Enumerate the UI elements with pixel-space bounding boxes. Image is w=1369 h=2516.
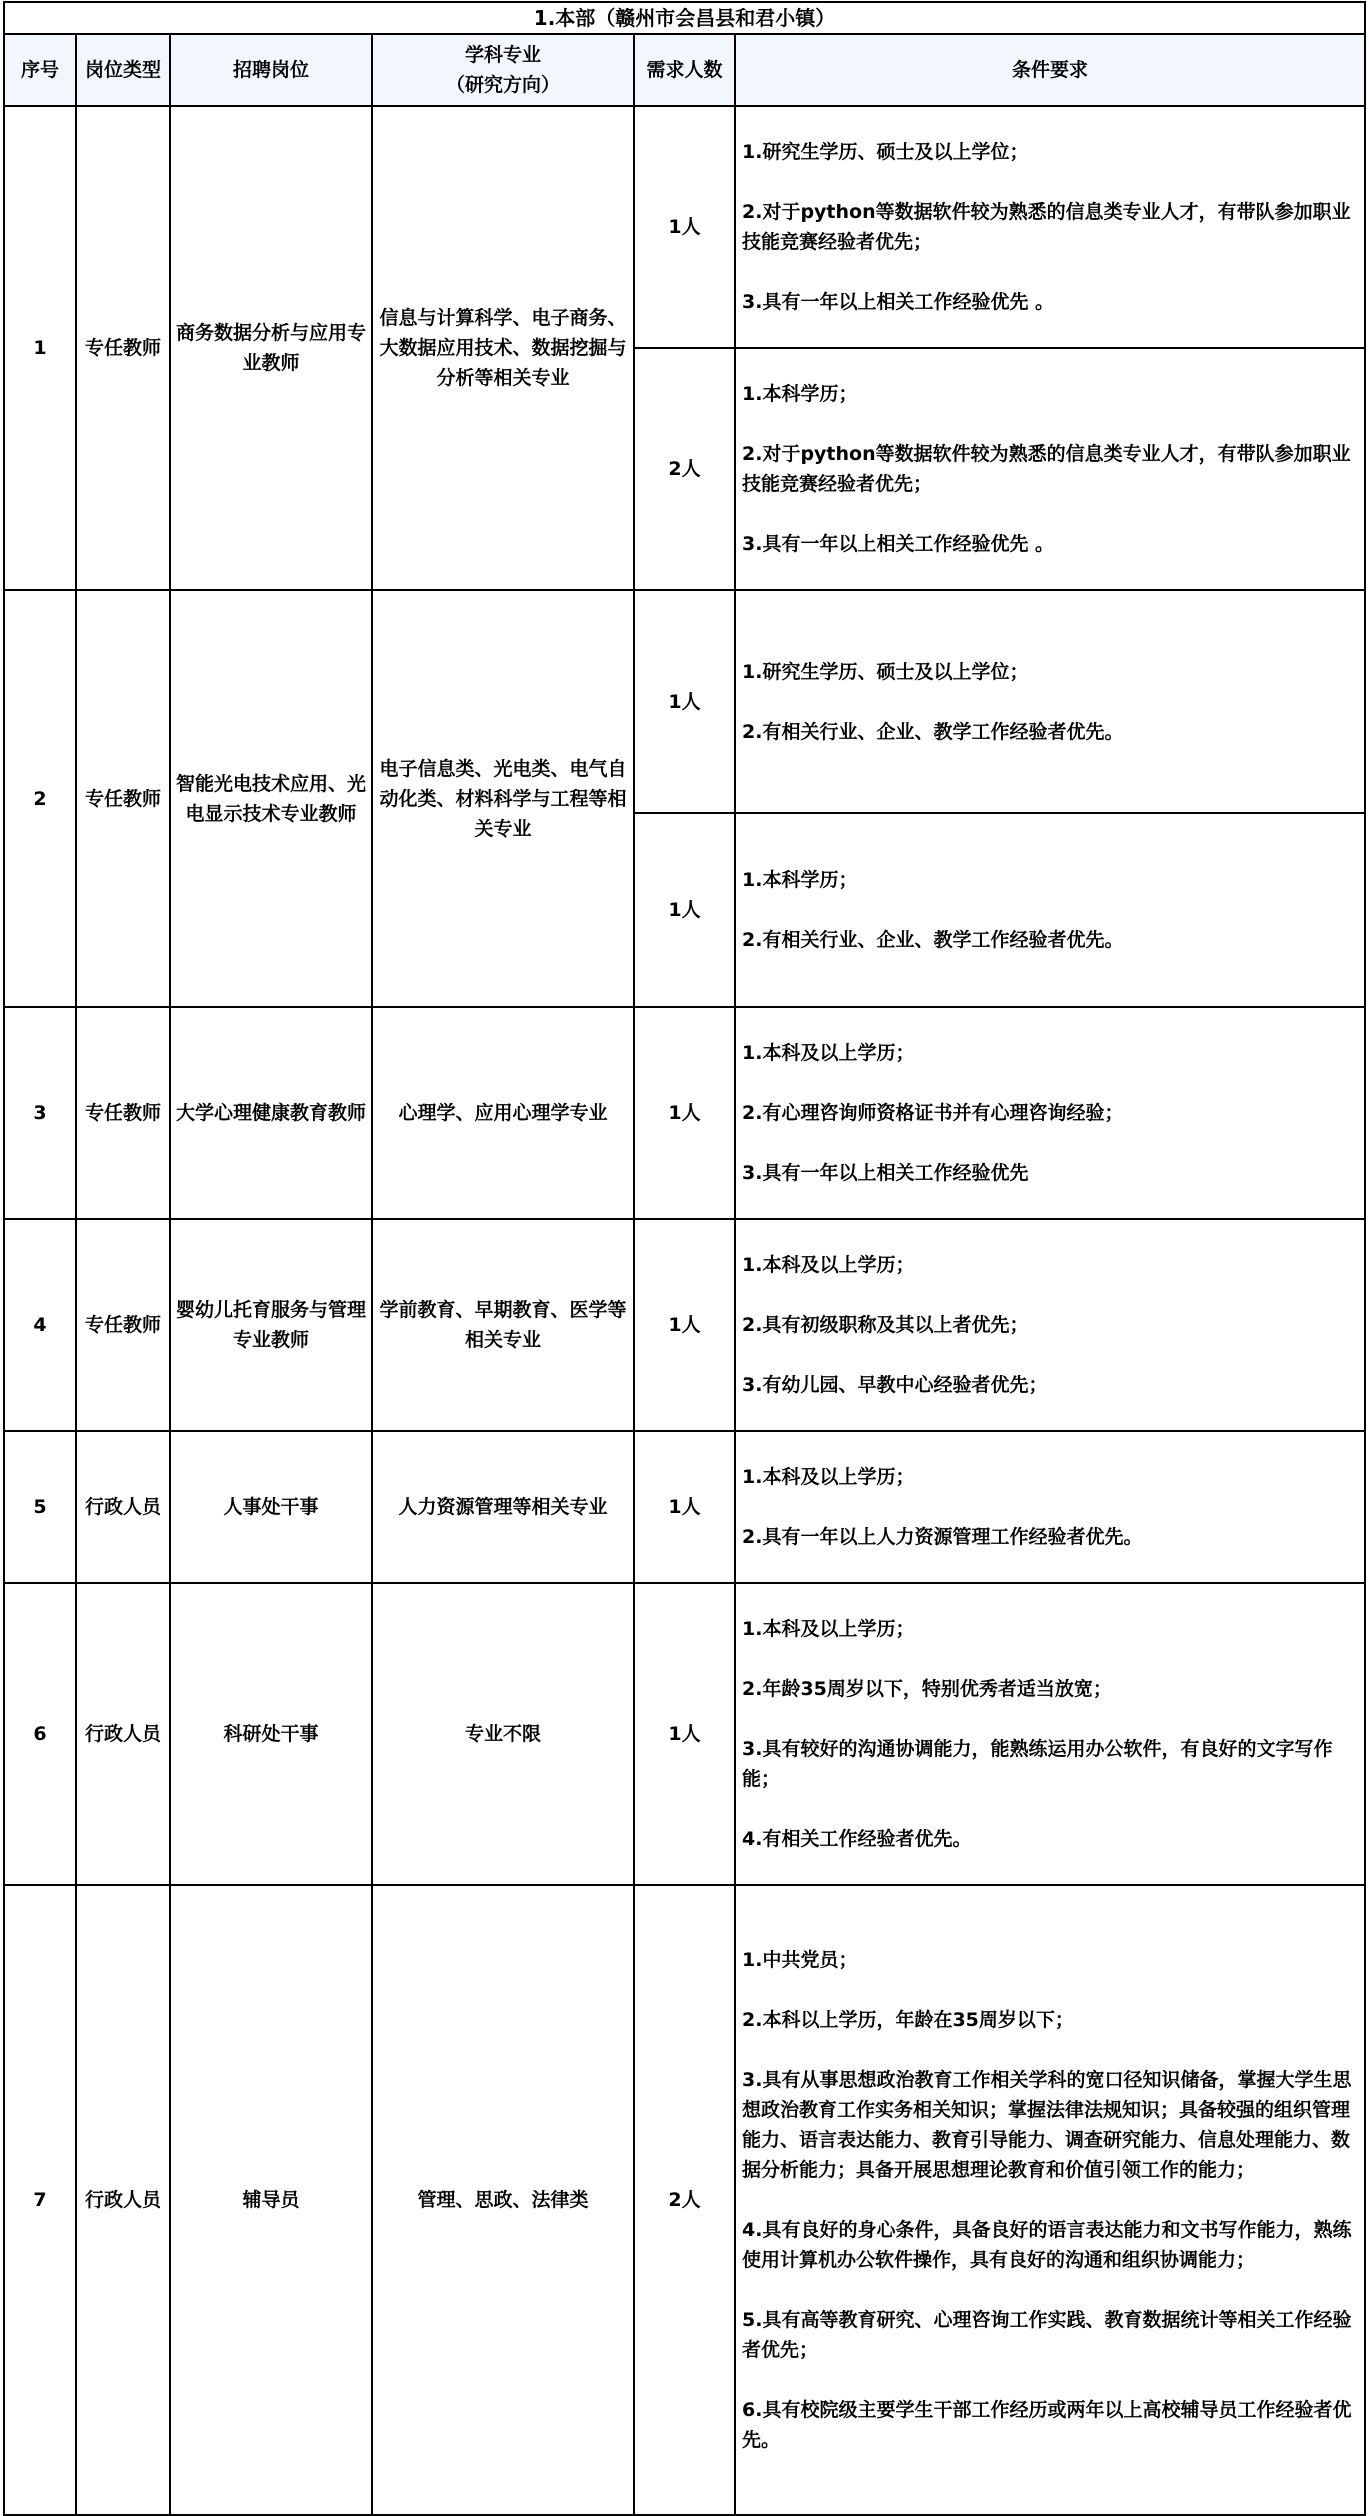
requirement-line: 5.具有高等教育研究、心理咨询工作实践、教育数据统计等相关工作经验者优先； bbox=[742, 2309, 1352, 2361]
row-no: 7 bbox=[4, 1885, 76, 2515]
row-count: 1人 bbox=[634, 1583, 735, 1885]
row-requirements bbox=[735, 590, 1365, 813]
requirement-line: 3.具有一年以上相关工作经验优先 。 bbox=[742, 291, 1055, 313]
row-no: 2 bbox=[4, 590, 76, 1007]
row-major: 电子信息类、光电类、电气自动化类、材料科学与工程等相关专业 bbox=[372, 590, 634, 1007]
row-major: 管理、思政、法律类 bbox=[372, 1885, 634, 2515]
table-row bbox=[4, 1219, 1365, 1431]
row-type: 行政人员 bbox=[76, 1431, 170, 1583]
row-no: 3 bbox=[4, 1007, 76, 1219]
requirement-line: 1.本科及以上学历； bbox=[742, 1618, 915, 1640]
table-title-row bbox=[4, 2, 1365, 34]
requirement-line: 1.本科学历； bbox=[742, 869, 858, 891]
row-major: 心理学、应用心理学专业 bbox=[372, 1007, 634, 1219]
requirement-line: 2.对于python等数据软件较为熟悉的信息类专业人才，有带队参加职业技能竞赛经验者优先； bbox=[742, 201, 1351, 253]
row-position: 婴幼儿托育服务与管理专业教师 bbox=[170, 1219, 372, 1431]
row-type: 行政人员 bbox=[76, 1583, 170, 1885]
header-no: 序号 bbox=[4, 34, 76, 106]
table-row bbox=[4, 1431, 1365, 1583]
header-requirements: 条件要求 bbox=[735, 34, 1365, 106]
row-position: 人事处干事 bbox=[170, 1431, 372, 1583]
header-major-line1: 学科专业 bbox=[464, 44, 541, 66]
row-requirements bbox=[735, 106, 1365, 348]
table-row bbox=[4, 106, 1365, 348]
row-type: 行政人员 bbox=[76, 1885, 170, 2515]
requirement-line: 2.有相关行业、企业、教学工作经验者优先。 bbox=[742, 929, 1124, 951]
row-major: 学前教育、早期教育、医学等相关专业 bbox=[372, 1219, 634, 1431]
table-row bbox=[4, 1885, 1365, 2515]
header-major-line2: （研究方向） bbox=[445, 74, 560, 96]
header-major bbox=[372, 34, 634, 106]
row-requirements bbox=[735, 1885, 1365, 2515]
header-position: 招聘岗位 bbox=[170, 34, 372, 106]
row-count: 2人 bbox=[634, 348, 735, 590]
row-major: 专业不限 bbox=[372, 1583, 634, 1885]
row-count: 2人 bbox=[634, 1885, 735, 2515]
row-no: 6 bbox=[4, 1583, 76, 1885]
row-requirements bbox=[735, 1431, 1365, 1583]
row-count: 1人 bbox=[634, 1431, 735, 1583]
row-type: 专任教师 bbox=[76, 1219, 170, 1431]
requirement-line: 3.有幼儿园、早教中心经验者优先； bbox=[742, 1374, 1048, 1396]
table-row bbox=[4, 1007, 1365, 1219]
row-requirements bbox=[735, 348, 1365, 590]
row-requirements bbox=[735, 813, 1365, 1007]
requirement-line: 3.具有一年以上相关工作经验优先 bbox=[742, 1162, 1029, 1184]
row-no: 5 bbox=[4, 1431, 76, 1583]
row-count: 1人 bbox=[634, 1007, 735, 1219]
row-position: 科研处干事 bbox=[170, 1583, 372, 1885]
requirement-line: 2.具有一年以上人力资源管理工作经验者优先。 bbox=[742, 1526, 1143, 1548]
row-type: 专任教师 bbox=[76, 106, 170, 590]
requirement-line: 2.对于python等数据软件较为熟悉的信息类专业人才，有带队参加职业技能竞赛经验者优先； bbox=[742, 443, 1351, 495]
row-count: 1人 bbox=[634, 590, 735, 813]
table-row bbox=[4, 590, 1365, 813]
requirement-line: 1.研究生学历、硕士及以上学位； bbox=[742, 141, 1029, 163]
row-count: 1人 bbox=[634, 813, 735, 1007]
row-no: 1 bbox=[4, 106, 76, 590]
header-type: 岗位类型 bbox=[76, 34, 170, 106]
requirement-line: 1.中共党员； bbox=[742, 1949, 858, 1971]
requirement-line: 1.本科学历； bbox=[742, 383, 858, 405]
row-count: 1人 bbox=[634, 1219, 735, 1431]
header-row bbox=[4, 34, 1365, 106]
row-requirements bbox=[735, 1583, 1365, 1885]
requirement-line: 2.有相关行业、企业、教学工作经验者优先。 bbox=[742, 720, 1124, 743]
requirement-line: 2.有心理咨询师资格证书并有心理咨询经验； bbox=[742, 1102, 1124, 1124]
row-major: 信息与计算科学、电子商务、大数据应用技术、数据挖掘与分析等相关专业 bbox=[372, 106, 634, 590]
row-type: 专任教师 bbox=[76, 590, 170, 1007]
requirement-line: 1.本科及以上学历； bbox=[742, 1254, 915, 1276]
requirement-line: 1.研究生学历、硕士及以上学位； bbox=[742, 660, 1029, 683]
table-title: 1.本部（赣州市会昌县和君小镇） bbox=[4, 2, 1365, 34]
row-position: 智能光电技术应用、光电显示技术专业教师 bbox=[170, 590, 372, 1007]
header-count: 需求人数 bbox=[634, 34, 735, 106]
row-type: 专任教师 bbox=[76, 1007, 170, 1219]
requirement-line: 2.年龄35周岁以下，特别优秀者适当放宽； bbox=[742, 1678, 1112, 1700]
row-count: 1人 bbox=[634, 106, 735, 348]
table-row bbox=[4, 1583, 1365, 1885]
recruitment-table bbox=[3, 1, 1366, 2516]
row-major: 人力资源管理等相关专业 bbox=[372, 1431, 634, 1583]
requirement-line: 2.具有初级职称及其以上者优先； bbox=[742, 1314, 1029, 1336]
row-position: 大学心理健康教育教师 bbox=[170, 1007, 372, 1219]
requirement-line: 1.本科及以上学历； bbox=[742, 1042, 915, 1064]
requirement-line: 6.具有校院级主要学生干部工作经历或两年以上高校辅导员工作经验者优先。 bbox=[742, 2399, 1352, 2451]
requirement-line: 1.本科及以上学历； bbox=[742, 1466, 915, 1488]
row-position: 辅导员 bbox=[170, 1885, 372, 2515]
requirement-line: 4.有相关工作经验者优先。 bbox=[742, 1828, 972, 1850]
requirement-line: 2.本科以上学历，年龄在35周岁以下； bbox=[742, 2009, 1074, 2031]
row-position: 商务数据分析与应用专业教师 bbox=[170, 106, 372, 590]
row-no: 4 bbox=[4, 1219, 76, 1431]
row-requirements bbox=[735, 1219, 1365, 1431]
row-requirements bbox=[735, 1007, 1365, 1219]
requirement-line: 3.具有较好的沟通协调能力，能熟练运用办公软件，有良好的文字写作能； bbox=[742, 1738, 1333, 1790]
requirement-line: 3.具有从事思想政治教育工作相关学科的宽口径知识储备，掌握大学生思想政治教育工作实务相关知识；掌握法律法规知识；具备较强的组织管理能力、语言表达能力、教育引导能力、调查研究能力、信息处理能力、数据分析能力；具备开展思想理论教育和价值引领工作的能力； bbox=[742, 2069, 1352, 2181]
requirement-line: 3.具有一年以上相关工作经验优先 。 bbox=[742, 533, 1055, 555]
requirement-line: 4.具有良好的身心条件，具备良好的语言表达能力和文书写作能力，熟练使用计算机办公软件操作，具有良好的沟通和组织协调能力； bbox=[742, 2219, 1352, 2271]
